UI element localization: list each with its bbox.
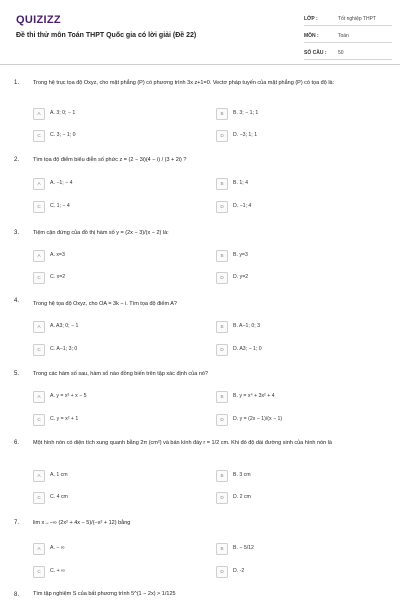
option-text: A. x=3 (50, 252, 65, 258)
option-text: A. 1 cm (50, 472, 68, 478)
answer-option-c[interactable] (33, 130, 183, 142)
option-text: C. x=2 (50, 274, 66, 280)
option-letter-box: C (33, 344, 45, 356)
option-letter-box: D (216, 566, 228, 578)
option-text: B. A−1; 0; 3 (233, 323, 260, 329)
question-number: 5. (14, 371, 20, 377)
option-text: C. + ∞ (50, 568, 65, 574)
option-text: C. y = x² + 1 (50, 416, 79, 422)
answer-option-c[interactable] (33, 566, 183, 578)
option-letter-box: B (216, 543, 228, 555)
option-letter-box: C (33, 566, 45, 578)
option-text: D. y = (2x − 1)/(x − 1) (233, 416, 283, 422)
option-letter-box: A (33, 250, 45, 262)
question-text: lim x→−∞ (2x² + 4x − 5)/(−x² + 12) bằng (33, 520, 131, 526)
option-text: D. y=2 (233, 274, 249, 280)
option-letter-box: C (33, 201, 45, 213)
meta-row-count (304, 47, 392, 60)
meta-row-class (304, 13, 392, 26)
meta-label: LỚP : (304, 16, 318, 22)
question-text: Trong các hàm số sau, hàm số nào đồng biến trên tập xác định của nó? (33, 371, 208, 377)
meta-value: 50 (338, 50, 344, 56)
option-letter-box: A (33, 108, 45, 120)
quizizz-logo: QUIZIZZ (16, 14, 61, 26)
answer-option-b[interactable] (216, 321, 366, 333)
meta-label: SỐ CÂU : (304, 50, 327, 56)
option-text: C. 4 cm (50, 494, 68, 500)
option-letter-box: B (216, 178, 228, 190)
answer-option-c[interactable] (33, 344, 183, 356)
meta-label: MÔN : (304, 33, 319, 39)
option-letter-box: C (33, 272, 45, 284)
answer-option-d[interactable] (216, 272, 366, 284)
question-number: 8. (14, 592, 20, 598)
option-text: A. 3; 0; − 1 (50, 110, 76, 116)
option-letter-box: C (33, 414, 45, 426)
question-text: Tìm tọa độ điểm biểu diễn số phức z = (2 − 3i)(4 − i) / (3 + 2i) ? (33, 157, 187, 163)
option-text: C. A−1; 3; 0 (50, 346, 78, 352)
answer-option-d[interactable] (216, 130, 366, 142)
option-text: D. A3; − 1; 0 (233, 346, 262, 352)
option-letter-box: B (216, 250, 228, 262)
option-letter-box: D (216, 272, 228, 284)
option-letter-box: D (216, 201, 228, 213)
answer-option-d[interactable] (216, 492, 366, 504)
answer-option-b[interactable] (216, 391, 366, 403)
answer-option-a[interactable] (33, 250, 183, 262)
option-text: D. −1; 4 (233, 203, 252, 209)
answer-option-a[interactable] (33, 543, 183, 555)
option-letter-box: B (216, 470, 228, 482)
header-divider (0, 64, 400, 65)
option-text: A. −1; − 4 (50, 180, 73, 186)
answer-option-d[interactable] (216, 414, 366, 426)
option-text: B. − 5/12 (233, 545, 254, 551)
question-text: Tiệm cận đứng của đồ thị hàm số y = (2x − 3)/(x − 2) là: (33, 230, 169, 236)
answer-option-c[interactable] (33, 272, 183, 284)
option-letter-box: B (216, 108, 228, 120)
document-title: Đề thi thử môn Toán THPT Quốc gia có lời giải (Đề 22) (16, 32, 197, 39)
answer-option-a[interactable] (33, 178, 183, 190)
answer-option-d[interactable] (216, 344, 366, 356)
answer-option-d[interactable] (216, 201, 366, 213)
option-text: C. 3; − 1; 0 (50, 132, 76, 138)
option-letter-box: D (216, 344, 228, 356)
question-number: 2. (14, 157, 20, 163)
option-text: D. -2 (233, 568, 245, 574)
option-letter-box: A (33, 321, 45, 333)
option-text: D. −3; 1; 1 (233, 132, 258, 138)
option-text: C. 1; − 4 (50, 203, 70, 209)
answer-option-a[interactable] (33, 391, 183, 403)
question-text: Trong hệ trục tọa độ Oxyz, cho mặt phẳng (P) có phương trình 3x z+1=0. Vectơ pháp tuyến của mặt phẳng (P) có tọa độ là: (33, 80, 335, 86)
question-number: 3. (14, 230, 20, 236)
meta-value: Tốt nghiệp THPT (338, 16, 376, 22)
option-letter-box: A (33, 391, 45, 403)
question-text: Trong hệ tọa độ Oxyz, cho OA = 3k − i. Tìm tọa độ điểm A? (33, 301, 177, 307)
question-number: 7. (14, 520, 20, 526)
question-text: Một hình nón có diện tích xung quanh bằng 2π (cm²) và bán kính đáy r = 1/2 cm. Khi đó độ dài đường sinh của hình nón là (33, 440, 332, 446)
answer-option-b[interactable] (216, 178, 366, 190)
option-letter-box: D (216, 492, 228, 504)
answer-option-a[interactable] (33, 470, 183, 482)
answer-option-a[interactable] (33, 321, 183, 333)
option-text: A. y = x³ + x − 5 (50, 393, 87, 399)
question-number: 6. (14, 440, 20, 446)
option-text: A. − ∞ (50, 545, 65, 551)
page-header (0, 0, 400, 62)
option-text: D. 2 cm (233, 494, 251, 500)
option-text: B. y=3 (233, 252, 248, 258)
question-number: 4. (14, 298, 20, 304)
meta-value: Toán (338, 33, 349, 39)
answer-option-c[interactable] (33, 414, 183, 426)
option-letter-box: B (216, 321, 228, 333)
question-text: Tìm tập nghiệm S của bất phương trình 5^(1 − 2x) > 1/125 (33, 591, 176, 597)
option-letter-box: C (33, 492, 45, 504)
option-letter-box: B (216, 391, 228, 403)
option-letter-box: C (33, 130, 45, 142)
option-text: B. 1; 4 (233, 180, 248, 186)
answer-option-b[interactable] (216, 470, 366, 482)
answer-option-c[interactable] (33, 201, 183, 213)
option-text: B. 3; − 1; 1 (233, 110, 259, 116)
option-letter-box: A (33, 543, 45, 555)
option-letter-box: D (216, 130, 228, 142)
option-text: A. A3; 0; − 1 (50, 323, 79, 329)
option-letter-box: A (33, 178, 45, 190)
answer-option-c[interactable] (33, 492, 183, 504)
question-number: 1. (14, 80, 20, 86)
option-letter-box: A (33, 470, 45, 482)
answer-option-a[interactable] (33, 108, 183, 120)
answer-option-b[interactable] (216, 543, 366, 555)
option-letter-box: D (216, 414, 228, 426)
meta-info (304, 13, 392, 64)
answer-option-d[interactable] (216, 566, 366, 578)
answer-option-b[interactable] (216, 250, 366, 262)
option-text: B. 3 cm (233, 472, 251, 478)
meta-row-subject (304, 30, 392, 43)
option-text: B. y = x⁴ + 3x² + 4 (233, 393, 275, 399)
answer-option-b[interactable] (216, 108, 366, 120)
